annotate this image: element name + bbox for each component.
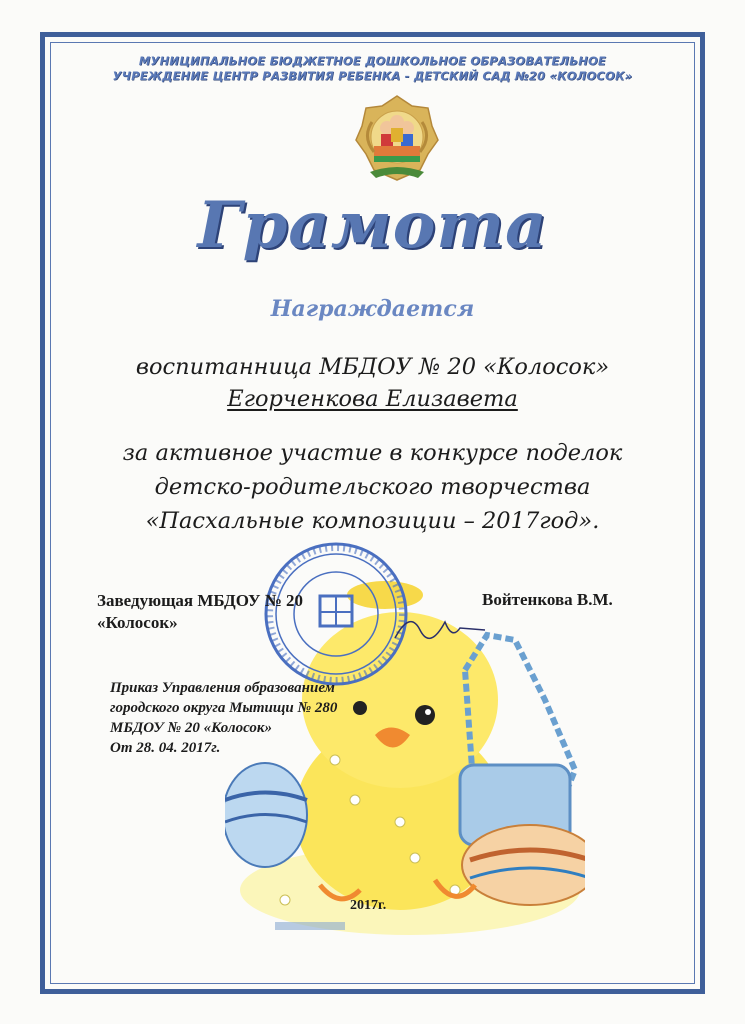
order-line-4: От 28. 04. 2017г.: [110, 740, 221, 756]
signatory-name: Войтенкова В.М.: [482, 590, 613, 609]
signatory-position-line-1: Заведующая МБДОУ № 20: [97, 591, 304, 610]
awarded-label: Награждается: [270, 296, 475, 322]
recipient-name-row: [0, 386, 745, 412]
order-line-3: МБДОУ № 20 «Колосок»: [110, 720, 272, 736]
order-reference: [110, 678, 337, 758]
organization-line-1: МУНИЦИПАЛЬНОЕ БЮДЖЕТНОЕ ДОШКОЛЬНОЕ ОБРАЗОВАТЕЛЬНОЕ: [138, 54, 607, 68]
recipient-role: воспитанница МБДОУ № 20 «Колосок»: [135, 354, 610, 380]
order-line-1: Приказ Управления образованием: [110, 680, 335, 696]
recipient-name: Егорченкова Елизавета: [227, 386, 518, 412]
certificate-year: 2017г.: [350, 898, 387, 913]
certificate-title: Грамота: [197, 188, 548, 263]
signatory-position-line-2: «Колосок»: [97, 613, 178, 632]
order-line-2: городского округа Мытищи № 280: [110, 700, 338, 716]
reason-line-1: за активное участие в конкурсе поделок: [122, 440, 623, 466]
organization-line-2: УЧРЕЖДЕНИЕ ЦЕНТР РАЗВИТИЯ РЕБЕНКА - ДЕТСКИЙ САД №20 «КОЛОСОК»: [112, 69, 633, 83]
reason-line-3: «Пасхальные композиции – 2017год».: [145, 508, 600, 534]
signature-icon: [390, 600, 490, 650]
kindergarten-emblem-icon: [352, 92, 442, 184]
signatory-position: [97, 590, 303, 634]
organization-header: [60, 54, 685, 84]
reason-line-2: детско-родительского творчества: [154, 474, 591, 500]
